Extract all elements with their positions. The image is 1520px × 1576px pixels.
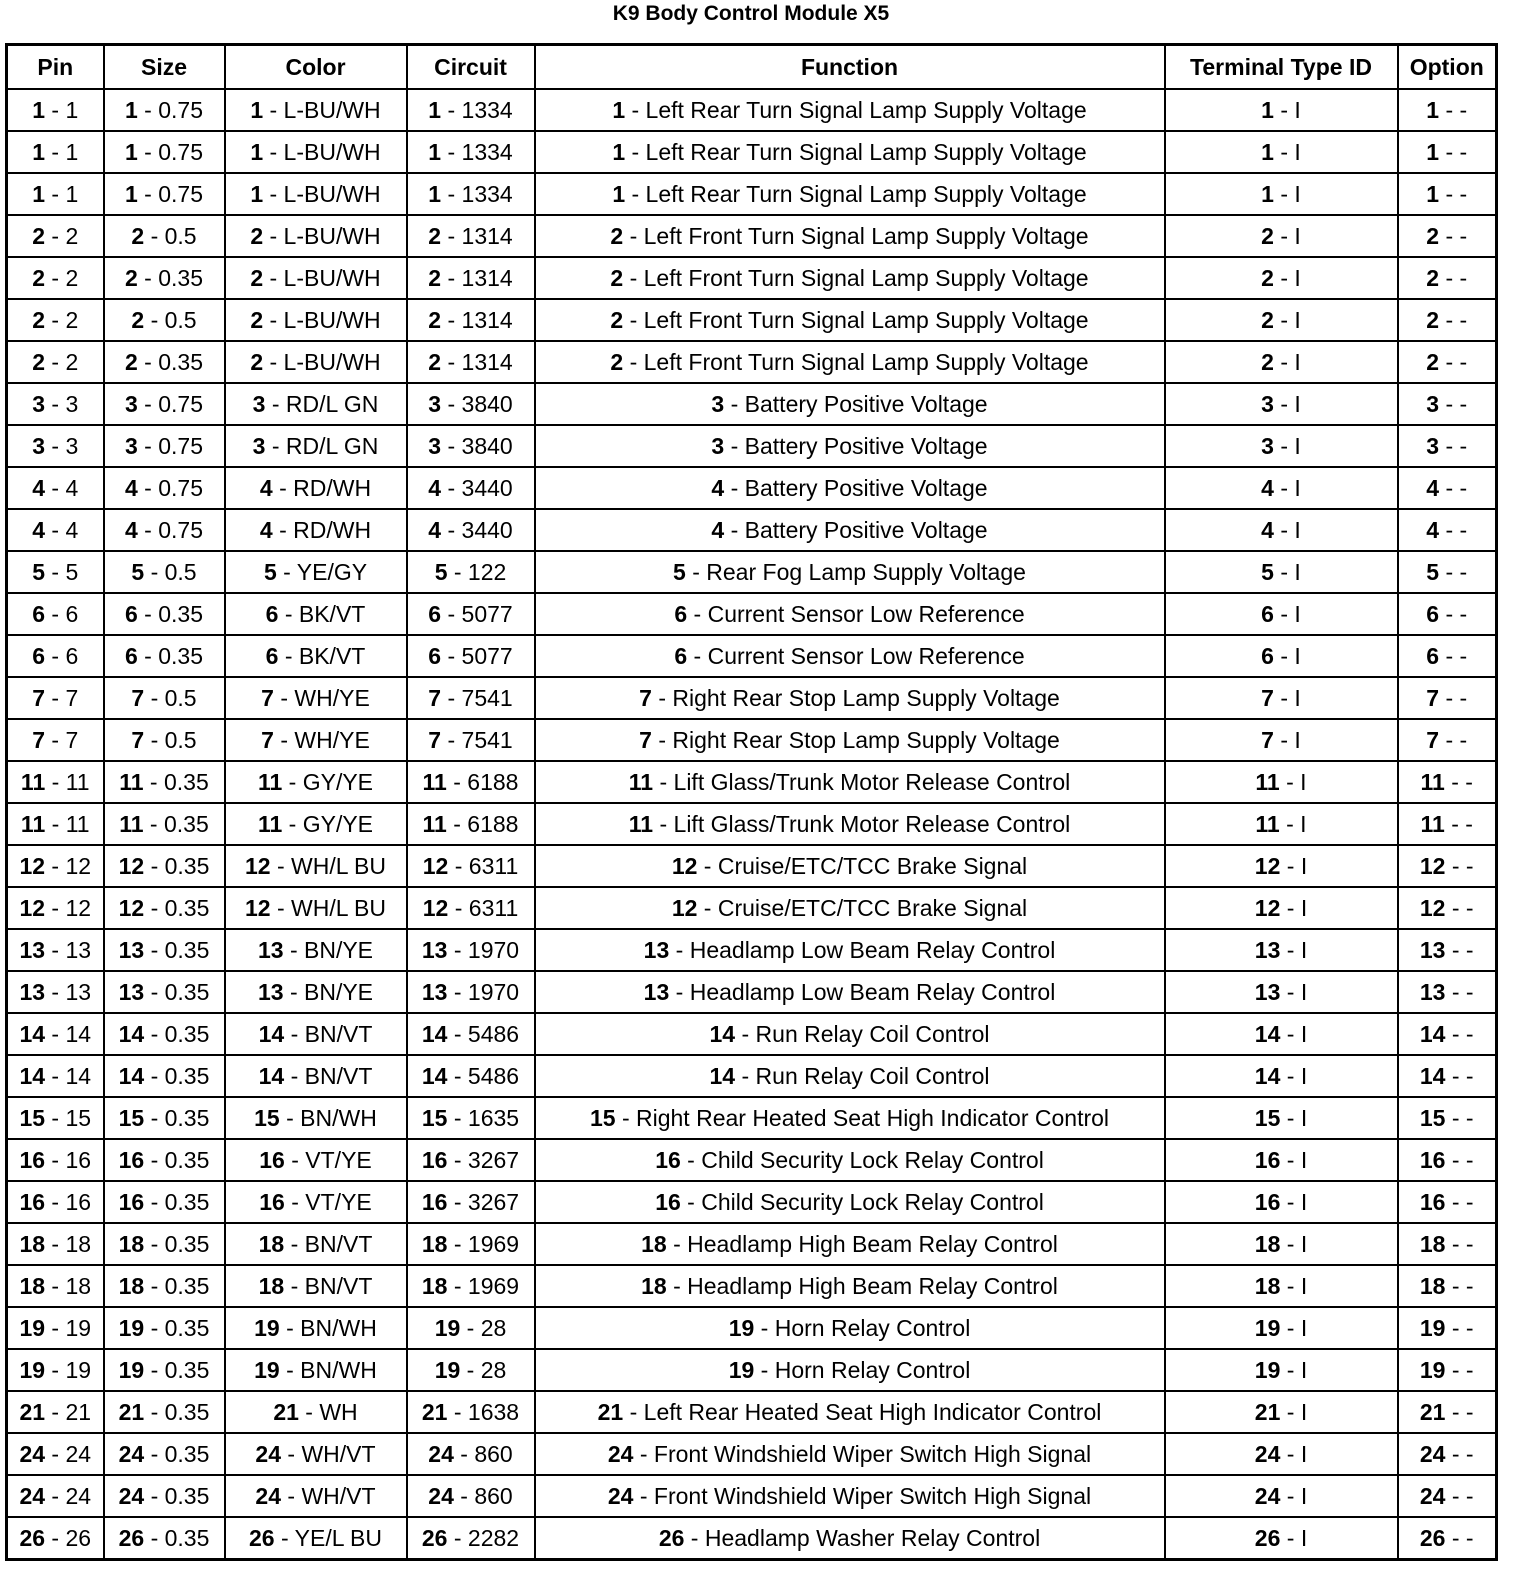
cell-terminal-type-id: 5 - I [1165, 551, 1398, 593]
cell-option: 4 - - [1398, 467, 1497, 509]
cell-pin: 26 - 26 [7, 1517, 104, 1560]
cell-circuit: 24 - 860 [407, 1475, 535, 1517]
cell-color: 7 - WH/YE [225, 719, 407, 761]
cell-circuit: 6 - 5077 [407, 635, 535, 677]
table-row [7, 1517, 1497, 1560]
cell-size: 13 - 0.35 [104, 929, 225, 971]
cell-pin: 6 - 6 [7, 593, 104, 635]
cell-circuit: 14 - 5486 [407, 1055, 535, 1097]
cell-circuit: 3 - 3840 [407, 425, 535, 467]
cell-circuit: 1 - 1334 [407, 173, 535, 215]
cell-color: 3 - RD/L GN [225, 383, 407, 425]
table-row [7, 383, 1497, 425]
cell-pin: 11 - 11 [7, 761, 104, 803]
cell-terminal-type-id: 7 - I [1165, 719, 1398, 761]
cell-function: 16 - Child Security Lock Relay Control [535, 1181, 1165, 1223]
cell-circuit: 7 - 7541 [407, 677, 535, 719]
cell-pin: 11 - 11 [7, 803, 104, 845]
cell-function: 11 - Lift Glass/Trunk Motor Release Control [535, 761, 1165, 803]
cell-terminal-type-id: 14 - I [1165, 1055, 1398, 1097]
cell-function: 19 - Horn Relay Control [535, 1307, 1165, 1349]
table-row [7, 971, 1497, 1013]
cell-pin: 7 - 7 [7, 719, 104, 761]
table-body [7, 89, 1497, 1560]
table-row [7, 299, 1497, 341]
document-title: K9 Body Control Module X5 [612, 2, 890, 25]
cell-circuit: 18 - 1969 [407, 1223, 535, 1265]
cell-color: 14 - BN/VT [225, 1013, 407, 1055]
cell-color: 2 - L-BU/WH [225, 215, 407, 257]
cell-option: 19 - - [1398, 1307, 1497, 1349]
cell-function: 4 - Battery Positive Voltage [535, 467, 1165, 509]
cell-terminal-type-id: 21 - I [1165, 1391, 1398, 1433]
cell-size: 16 - 0.35 [104, 1181, 225, 1223]
cell-size: 2 - 0.35 [104, 341, 225, 383]
table-row [7, 509, 1497, 551]
cell-pin: 12 - 12 [7, 845, 104, 887]
cell-option: 18 - - [1398, 1223, 1497, 1265]
cell-pin: 14 - 14 [7, 1055, 104, 1097]
cell-color: 13 - BN/YE [225, 929, 407, 971]
cell-option: 14 - - [1398, 1013, 1497, 1055]
cell-size: 18 - 0.35 [104, 1223, 225, 1265]
cell-circuit: 19 - 28 [407, 1307, 535, 1349]
cell-color: 6 - BK/VT [225, 593, 407, 635]
table-row [7, 1055, 1497, 1097]
cell-function: 2 - Left Front Turn Signal Lamp Supply Voltage [535, 341, 1165, 383]
cell-option: 12 - - [1398, 887, 1497, 929]
cell-color: 2 - L-BU/WH [225, 299, 407, 341]
cell-terminal-type-id: 24 - I [1165, 1475, 1398, 1517]
cell-terminal-type-id: 11 - I [1165, 803, 1398, 845]
cell-option: 12 - - [1398, 845, 1497, 887]
cell-terminal-type-id: 18 - I [1165, 1265, 1398, 1307]
table-row [7, 173, 1497, 215]
table-row [7, 1349, 1497, 1391]
cell-function: 3 - Battery Positive Voltage [535, 383, 1165, 425]
cell-color: 1 - L-BU/WH [225, 89, 407, 131]
header-pin: Pin [7, 45, 104, 90]
header-size: Size [104, 45, 225, 90]
cell-circuit: 11 - 6188 [407, 803, 535, 845]
cell-size: 14 - 0.35 [104, 1055, 225, 1097]
cell-size: 2 - 0.35 [104, 257, 225, 299]
cell-size: 13 - 0.35 [104, 971, 225, 1013]
cell-function: 19 - Horn Relay Control [535, 1349, 1165, 1391]
table-row [7, 1139, 1497, 1181]
cell-color: 16 - VT/YE [225, 1139, 407, 1181]
header-option: Option [1398, 45, 1497, 90]
cell-color: 7 - WH/YE [225, 677, 407, 719]
cell-option: 6 - - [1398, 593, 1497, 635]
cell-circuit: 2 - 1314 [407, 299, 535, 341]
cell-circuit: 1 - 1334 [407, 89, 535, 131]
cell-pin: 1 - 1 [7, 131, 104, 173]
cell-size: 18 - 0.35 [104, 1265, 225, 1307]
cell-color: 18 - BN/VT [225, 1223, 407, 1265]
cell-circuit: 2 - 1314 [407, 257, 535, 299]
cell-function: 13 - Headlamp Low Beam Relay Control [535, 929, 1165, 971]
cell-function: 2 - Left Front Turn Signal Lamp Supply Voltage [535, 299, 1165, 341]
table-row [7, 1307, 1497, 1349]
table-row [7, 551, 1497, 593]
cell-size: 1 - 0.75 [104, 173, 225, 215]
table-row [7, 1433, 1497, 1475]
cell-option: 14 - - [1398, 1055, 1497, 1097]
cell-color: 21 - WH [225, 1391, 407, 1433]
cell-pin: 4 - 4 [7, 467, 104, 509]
cell-terminal-type-id: 2 - I [1165, 257, 1398, 299]
cell-function: 7 - Right Rear Stop Lamp Supply Voltage [535, 719, 1165, 761]
cell-circuit: 13 - 1970 [407, 929, 535, 971]
cell-function: 12 - Cruise/ETC/TCC Brake Signal [535, 845, 1165, 887]
cell-size: 14 - 0.35 [104, 1013, 225, 1055]
cell-pin: 3 - 3 [7, 425, 104, 467]
cell-size: 2 - 0.5 [104, 215, 225, 257]
cell-size: 19 - 0.35 [104, 1349, 225, 1391]
cell-function: 21 - Left Rear Heated Seat High Indicator Control [535, 1391, 1165, 1433]
cell-function: 18 - Headlamp High Beam Relay Control [535, 1223, 1165, 1265]
cell-circuit: 14 - 5486 [407, 1013, 535, 1055]
table-row [7, 215, 1497, 257]
table-row [7, 131, 1497, 173]
cell-circuit: 11 - 6188 [407, 761, 535, 803]
cell-function: 18 - Headlamp High Beam Relay Control [535, 1265, 1165, 1307]
cell-color: 4 - RD/WH [225, 467, 407, 509]
cell-pin: 1 - 1 [7, 89, 104, 131]
cell-terminal-type-id: 3 - I [1165, 383, 1398, 425]
table-row [7, 845, 1497, 887]
cell-option: 16 - - [1398, 1139, 1497, 1181]
cell-function: 4 - Battery Positive Voltage [535, 509, 1165, 551]
cell-pin: 2 - 2 [7, 341, 104, 383]
cell-terminal-type-id: 2 - I [1165, 299, 1398, 341]
cell-pin: 24 - 24 [7, 1475, 104, 1517]
cell-circuit: 7 - 7541 [407, 719, 535, 761]
cell-terminal-type-id: 1 - I [1165, 173, 1398, 215]
cell-color: 12 - WH/L BU [225, 887, 407, 929]
cell-circuit: 2 - 1314 [407, 341, 535, 383]
cell-color: 16 - VT/YE [225, 1181, 407, 1223]
cell-pin: 15 - 15 [7, 1097, 104, 1139]
cell-terminal-type-id: 2 - I [1165, 341, 1398, 383]
cell-terminal-type-id: 16 - I [1165, 1181, 1398, 1223]
cell-size: 4 - 0.75 [104, 509, 225, 551]
cell-color: 3 - RD/L GN [225, 425, 407, 467]
table-row [7, 1013, 1497, 1055]
cell-color: 24 - WH/VT [225, 1475, 407, 1517]
cell-color: 4 - RD/WH [225, 509, 407, 551]
cell-size: 26 - 0.35 [104, 1517, 225, 1560]
table-row [7, 887, 1497, 929]
cell-function: 2 - Left Front Turn Signal Lamp Supply Voltage [535, 215, 1165, 257]
cell-color: 14 - BN/VT [225, 1055, 407, 1097]
cell-terminal-type-id: 14 - I [1165, 1013, 1398, 1055]
cell-function: 3 - Battery Positive Voltage [535, 425, 1165, 467]
cell-option: 2 - - [1398, 257, 1497, 299]
cell-size: 12 - 0.35 [104, 845, 225, 887]
cell-function: 26 - Headlamp Washer Relay Control [535, 1517, 1165, 1560]
cell-pin: 1 - 1 [7, 173, 104, 215]
cell-pin: 7 - 7 [7, 677, 104, 719]
cell-size: 4 - 0.75 [104, 467, 225, 509]
table-row [7, 1181, 1497, 1223]
cell-function: 7 - Right Rear Stop Lamp Supply Voltage [535, 677, 1165, 719]
cell-function: 15 - Right Rear Heated Seat High Indicator Control [535, 1097, 1165, 1139]
cell-terminal-type-id: 1 - I [1165, 89, 1398, 131]
cell-circuit: 24 - 860 [407, 1433, 535, 1475]
cell-size: 2 - 0.5 [104, 299, 225, 341]
cell-color: 11 - GY/YE [225, 761, 407, 803]
cell-color: 11 - GY/YE [225, 803, 407, 845]
table-row [7, 593, 1497, 635]
cell-option: 16 - - [1398, 1181, 1497, 1223]
cell-pin: 2 - 2 [7, 299, 104, 341]
cell-circuit: 21 - 1638 [407, 1391, 535, 1433]
cell-color: 12 - WH/L BU [225, 845, 407, 887]
table-row [7, 1265, 1497, 1307]
cell-terminal-type-id: 19 - I [1165, 1307, 1398, 1349]
cell-pin: 18 - 18 [7, 1223, 104, 1265]
table-row [7, 719, 1497, 761]
cell-function: 11 - Lift Glass/Trunk Motor Release Control [535, 803, 1165, 845]
cell-option: 11 - - [1398, 803, 1497, 845]
cell-option: 7 - - [1398, 677, 1497, 719]
cell-option: 1 - - [1398, 173, 1497, 215]
table-row [7, 89, 1497, 131]
cell-function: 6 - Current Sensor Low Reference [535, 635, 1165, 677]
cell-color: 2 - L-BU/WH [225, 257, 407, 299]
cell-color: 19 - BN/WH [225, 1307, 407, 1349]
cell-terminal-type-id: 11 - I [1165, 761, 1398, 803]
cell-option: 15 - - [1398, 1097, 1497, 1139]
cell-circuit: 26 - 2282 [407, 1517, 535, 1560]
cell-terminal-type-id: 7 - I [1165, 677, 1398, 719]
cell-color: 15 - BN/WH [225, 1097, 407, 1139]
cell-size: 11 - 0.35 [104, 803, 225, 845]
cell-option: 1 - - [1398, 89, 1497, 131]
cell-function: 12 - Cruise/ETC/TCC Brake Signal [535, 887, 1165, 929]
cell-size: 24 - 0.35 [104, 1475, 225, 1517]
cell-option: 11 - - [1398, 761, 1497, 803]
cell-terminal-type-id: 12 - I [1165, 845, 1398, 887]
cell-option: 13 - - [1398, 929, 1497, 971]
cell-pin: 13 - 13 [7, 929, 104, 971]
cell-size: 19 - 0.35 [104, 1307, 225, 1349]
cell-size: 16 - 0.35 [104, 1139, 225, 1181]
cell-terminal-type-id: 16 - I [1165, 1139, 1398, 1181]
cell-pin: 19 - 19 [7, 1307, 104, 1349]
cell-terminal-type-id: 18 - I [1165, 1223, 1398, 1265]
cell-function: 1 - Left Rear Turn Signal Lamp Supply Voltage [535, 89, 1165, 131]
cell-pin: 4 - 4 [7, 509, 104, 551]
table-row [7, 341, 1497, 383]
cell-option: 3 - - [1398, 425, 1497, 467]
cell-option: 7 - - [1398, 719, 1497, 761]
table-row [7, 1223, 1497, 1265]
cell-size: 11 - 0.35 [104, 761, 225, 803]
cell-function: 24 - Front Windshield Wiper Switch High Signal [535, 1433, 1165, 1475]
table-row [7, 677, 1497, 719]
cell-terminal-type-id: 24 - I [1165, 1433, 1398, 1475]
pinout-table [5, 43, 1498, 1561]
cell-circuit: 6 - 5077 [407, 593, 535, 635]
table-row [7, 929, 1497, 971]
cell-color: 1 - L-BU/WH [225, 173, 407, 215]
cell-circuit: 1 - 1334 [407, 131, 535, 173]
cell-size: 15 - 0.35 [104, 1097, 225, 1139]
header-terminal-type-id: Terminal Type ID [1165, 45, 1398, 90]
cell-function: 13 - Headlamp Low Beam Relay Control [535, 971, 1165, 1013]
cell-circuit: 12 - 6311 [407, 845, 535, 887]
cell-option: 3 - - [1398, 383, 1497, 425]
cell-pin: 12 - 12 [7, 887, 104, 929]
cell-pin: 14 - 14 [7, 1013, 104, 1055]
cell-color: 6 - BK/VT [225, 635, 407, 677]
table-row [7, 257, 1497, 299]
cell-circuit: 13 - 1970 [407, 971, 535, 1013]
cell-circuit: 16 - 3267 [407, 1139, 535, 1181]
cell-pin: 5 - 5 [7, 551, 104, 593]
cell-size: 1 - 0.75 [104, 89, 225, 131]
cell-option: 18 - - [1398, 1265, 1497, 1307]
cell-size: 3 - 0.75 [104, 425, 225, 467]
cell-function: 6 - Current Sensor Low Reference [535, 593, 1165, 635]
cell-circuit: 4 - 3440 [407, 509, 535, 551]
cell-pin: 21 - 21 [7, 1391, 104, 1433]
cell-circuit: 19 - 28 [407, 1349, 535, 1391]
cell-option: 24 - - [1398, 1475, 1497, 1517]
cell-option: 6 - - [1398, 635, 1497, 677]
table-row [7, 761, 1497, 803]
cell-terminal-type-id: 19 - I [1165, 1349, 1398, 1391]
header-color: Color [225, 45, 407, 90]
cell-option: 21 - - [1398, 1391, 1497, 1433]
cell-circuit: 15 - 1635 [407, 1097, 535, 1139]
cell-pin: 13 - 13 [7, 971, 104, 1013]
cell-size: 24 - 0.35 [104, 1433, 225, 1475]
cell-pin: 6 - 6 [7, 635, 104, 677]
cell-function: 1 - Left Rear Turn Signal Lamp Supply Voltage [535, 131, 1165, 173]
cell-function: 5 - Rear Fog Lamp Supply Voltage [535, 551, 1165, 593]
cell-size: 6 - 0.35 [104, 593, 225, 635]
table-row [7, 425, 1497, 467]
table-header-row [7, 45, 1497, 90]
cell-color: 1 - L-BU/WH [225, 131, 407, 173]
header-function: Function [535, 45, 1165, 90]
cell-function: 1 - Left Rear Turn Signal Lamp Supply Voltage [535, 173, 1165, 215]
cell-terminal-type-id: 13 - I [1165, 971, 1398, 1013]
cell-option: 13 - - [1398, 971, 1497, 1013]
cell-color: 24 - WH/VT [225, 1433, 407, 1475]
cell-pin: 24 - 24 [7, 1433, 104, 1475]
cell-pin: 2 - 2 [7, 215, 104, 257]
cell-color: 13 - BN/YE [225, 971, 407, 1013]
table-row [7, 635, 1497, 677]
cell-circuit: 12 - 6311 [407, 887, 535, 929]
cell-size: 3 - 0.75 [104, 383, 225, 425]
cell-circuit: 3 - 3840 [407, 383, 535, 425]
cell-option: 2 - - [1398, 341, 1497, 383]
cell-circuit: 18 - 1969 [407, 1265, 535, 1307]
table-row [7, 1391, 1497, 1433]
cell-option: 5 - - [1398, 551, 1497, 593]
cell-color: 18 - BN/VT [225, 1265, 407, 1307]
cell-terminal-type-id: 2 - I [1165, 215, 1398, 257]
cell-size: 12 - 0.35 [104, 887, 225, 929]
cell-color: 19 - BN/WH [225, 1349, 407, 1391]
cell-option: 2 - - [1398, 299, 1497, 341]
cell-function: 2 - Left Front Turn Signal Lamp Supply Voltage [535, 257, 1165, 299]
cell-size: 1 - 0.75 [104, 131, 225, 173]
cell-function: 24 - Front Windshield Wiper Switch High Signal [535, 1475, 1165, 1517]
table-row [7, 467, 1497, 509]
cell-terminal-type-id: 4 - I [1165, 467, 1398, 509]
cell-pin: 3 - 3 [7, 383, 104, 425]
cell-circuit: 16 - 3267 [407, 1181, 535, 1223]
cell-color: 2 - L-BU/WH [225, 341, 407, 383]
table-row [7, 803, 1497, 845]
cell-option: 19 - - [1398, 1349, 1497, 1391]
cell-function: 14 - Run Relay Coil Control [535, 1013, 1165, 1055]
cell-pin: 18 - 18 [7, 1265, 104, 1307]
table-row [7, 1475, 1497, 1517]
cell-function: 16 - Child Security Lock Relay Control [535, 1139, 1165, 1181]
cell-size: 21 - 0.35 [104, 1391, 225, 1433]
cell-terminal-type-id: 6 - I [1165, 635, 1398, 677]
cell-size: 7 - 0.5 [104, 677, 225, 719]
cell-terminal-type-id: 12 - I [1165, 887, 1398, 929]
cell-terminal-type-id: 13 - I [1165, 929, 1398, 971]
cell-terminal-type-id: 3 - I [1165, 425, 1398, 467]
cell-option: 4 - - [1398, 509, 1497, 551]
cell-size: 7 - 0.5 [104, 719, 225, 761]
cell-color: 5 - YE/GY [225, 551, 407, 593]
cell-option: 1 - - [1398, 131, 1497, 173]
cell-pin: 19 - 19 [7, 1349, 104, 1391]
cell-pin: 16 - 16 [7, 1139, 104, 1181]
cell-color: 26 - YE/L BU [225, 1517, 407, 1560]
cell-size: 5 - 0.5 [104, 551, 225, 593]
cell-terminal-type-id: 4 - I [1165, 509, 1398, 551]
cell-terminal-type-id: 6 - I [1165, 593, 1398, 635]
cell-size: 6 - 0.35 [104, 635, 225, 677]
cell-terminal-type-id: 26 - I [1165, 1517, 1398, 1560]
cell-function: 14 - Run Relay Coil Control [535, 1055, 1165, 1097]
cell-terminal-type-id: 15 - I [1165, 1097, 1398, 1139]
cell-circuit: 5 - 122 [407, 551, 535, 593]
cell-circuit: 2 - 1314 [407, 215, 535, 257]
cell-option: 26 - - [1398, 1517, 1497, 1560]
table-row [7, 1097, 1497, 1139]
cell-pin: 16 - 16 [7, 1181, 104, 1223]
cell-option: 24 - - [1398, 1433, 1497, 1475]
cell-terminal-type-id: 1 - I [1165, 131, 1398, 173]
cell-option: 2 - - [1398, 215, 1497, 257]
cell-circuit: 4 - 3440 [407, 467, 535, 509]
cell-pin: 2 - 2 [7, 257, 104, 299]
header-circuit: Circuit [407, 45, 535, 90]
